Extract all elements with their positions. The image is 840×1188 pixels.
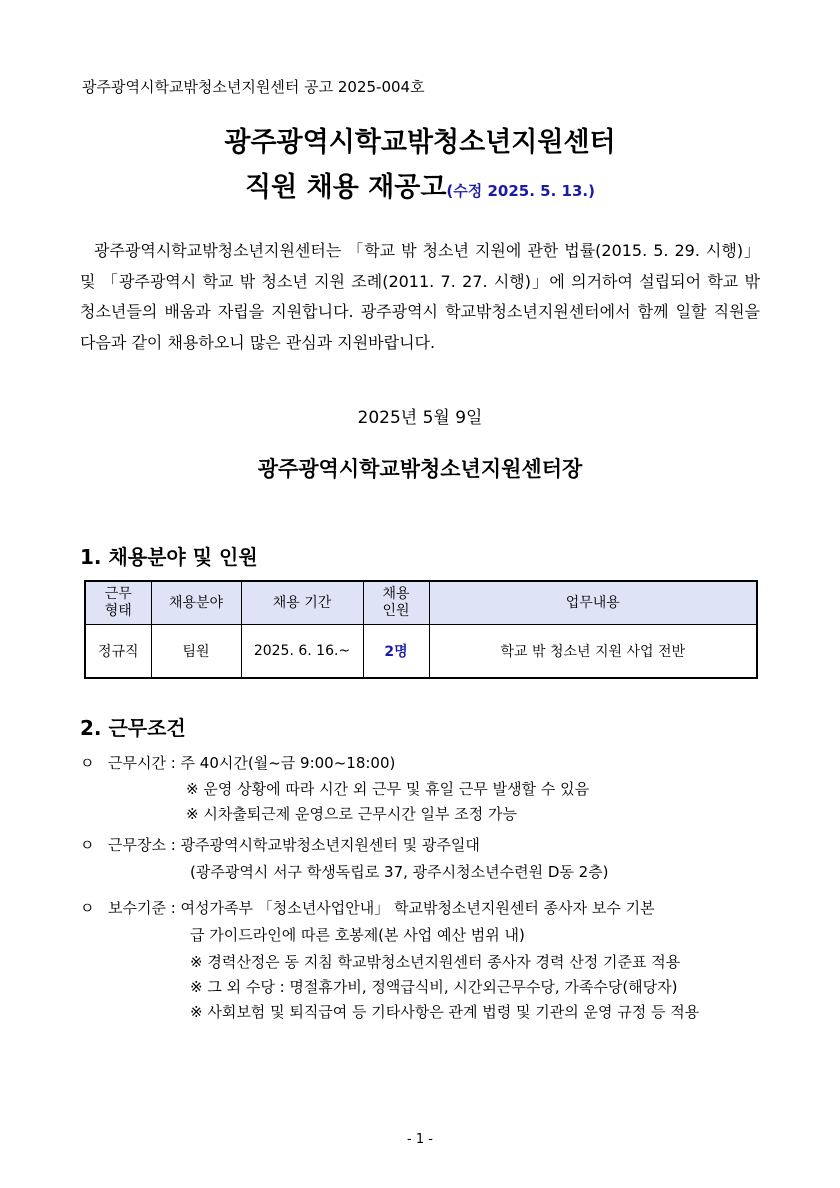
col-header-count — [363, 581, 429, 625]
intro-paragraph: 광주광역시학교밖청소년지원센터는 「학교 밖 청소년 지원에 관한 법률(2015. 5. 29. 시행)」 및 「광주광역시 학교 밖 청소년 지원 조례(2011. 7. 27. 시행)」에 의거하여 설립되어 학교 밖 청소년들의 배움과 자립을 지원합니다. 광주광역시 학교밖청소년지원센터에서 함께 일할 직원을 다음과 같이 채용하오니 많은 관심과 지원바랍니다. — [80, 241, 760, 352]
section-heading-conditions: 2. 근무조건 — [80, 716, 186, 740]
notice-date: 2025년 5월 9일 — [357, 408, 483, 428]
pay-standard-cont: 급 가이드라인에 따른 호봉제(본 사업 예산 범위 내) — [190, 926, 525, 944]
signer: 광주광역시학교밖청소년지원센터장 — [257, 457, 583, 481]
page-subtitle — [0, 165, 840, 204]
page-number: - 1 - — [407, 1132, 433, 1147]
table-header-row — [85, 581, 757, 625]
cell-count: 2명 — [363, 625, 429, 679]
revision-note: (수정 2025. 5. 13.) — [446, 182, 595, 200]
col-header-type-text: 근무 형태 — [104, 586, 132, 619]
cell-duties: 학교 밖 청소년 지원 사업 전반 — [429, 625, 757, 679]
pay-note: ※ 사회보험 및 퇴직급여 등 기타사항은 관계 법령 및 기관의 운영 규정 등 적용 — [190, 1003, 700, 1021]
page-title: 광주광역시학교밖청소년지원센터 — [224, 127, 616, 158]
col-header-type — [85, 581, 151, 625]
work-hours: 근무시간 : 주 40시간(월~금 9:00~18:00) — [108, 754, 396, 772]
col-header-field: 채용분야 — [151, 581, 241, 625]
pay-note: ※ 경력산정은 동 지침 학교밖청소년지원센터 종사자 경력 산정 기준표 적용 — [190, 953, 681, 971]
bullet-icon: ㅇ — [80, 754, 95, 772]
cell-field: 팀원 — [151, 625, 241, 679]
col-header-period: 채용 기간 — [241, 581, 363, 625]
col-header-count-text: 채용 인원 — [382, 586, 410, 619]
pay-standard: 보수기준 : 여성가족부 「청소년사업안내」 학교밖청소년지원센터 종사자 보수 기본 — [108, 899, 655, 917]
subtitle-text: 직원 채용 재공고 — [245, 172, 447, 203]
recruitment-table — [84, 580, 758, 679]
cell-type: 정규직 — [85, 625, 151, 679]
work-place: 근무장소 : 광주광역시학교밖청소년지원센터 및 광주일대 — [108, 836, 480, 854]
notice-number: 광주광역시학교밖청소년지원센터 공고 2025-004호 — [82, 78, 425, 96]
cell-period: 2025. 6. 16.~ — [241, 625, 363, 679]
pay-note: ※ 그 외 수당 : 명절휴가비, 정액급식비, 시간외근무수당, 가족수당(해당자) — [190, 978, 678, 996]
bullet-icon: ㅇ — [80, 899, 95, 917]
table-row — [85, 625, 757, 679]
work-hours-note: ※ 시차출퇴근제 운영으로 근무시간 일부 조정 가능 — [186, 805, 517, 823]
col-header-duties: 업무내용 — [429, 581, 757, 625]
work-hours-note: ※ 운영 상황에 따라 시간 외 근무 및 휴일 근무 발생할 수 있음 — [186, 780, 590, 798]
bullet-icon: ㅇ — [80, 836, 95, 854]
work-place-address: (광주광역시 서구 학생독립로 37, 광주시청소년수련원 D동 2층) — [190, 863, 609, 881]
section-heading-recruitment: 1. 채용분야 및 인원 — [80, 545, 258, 569]
